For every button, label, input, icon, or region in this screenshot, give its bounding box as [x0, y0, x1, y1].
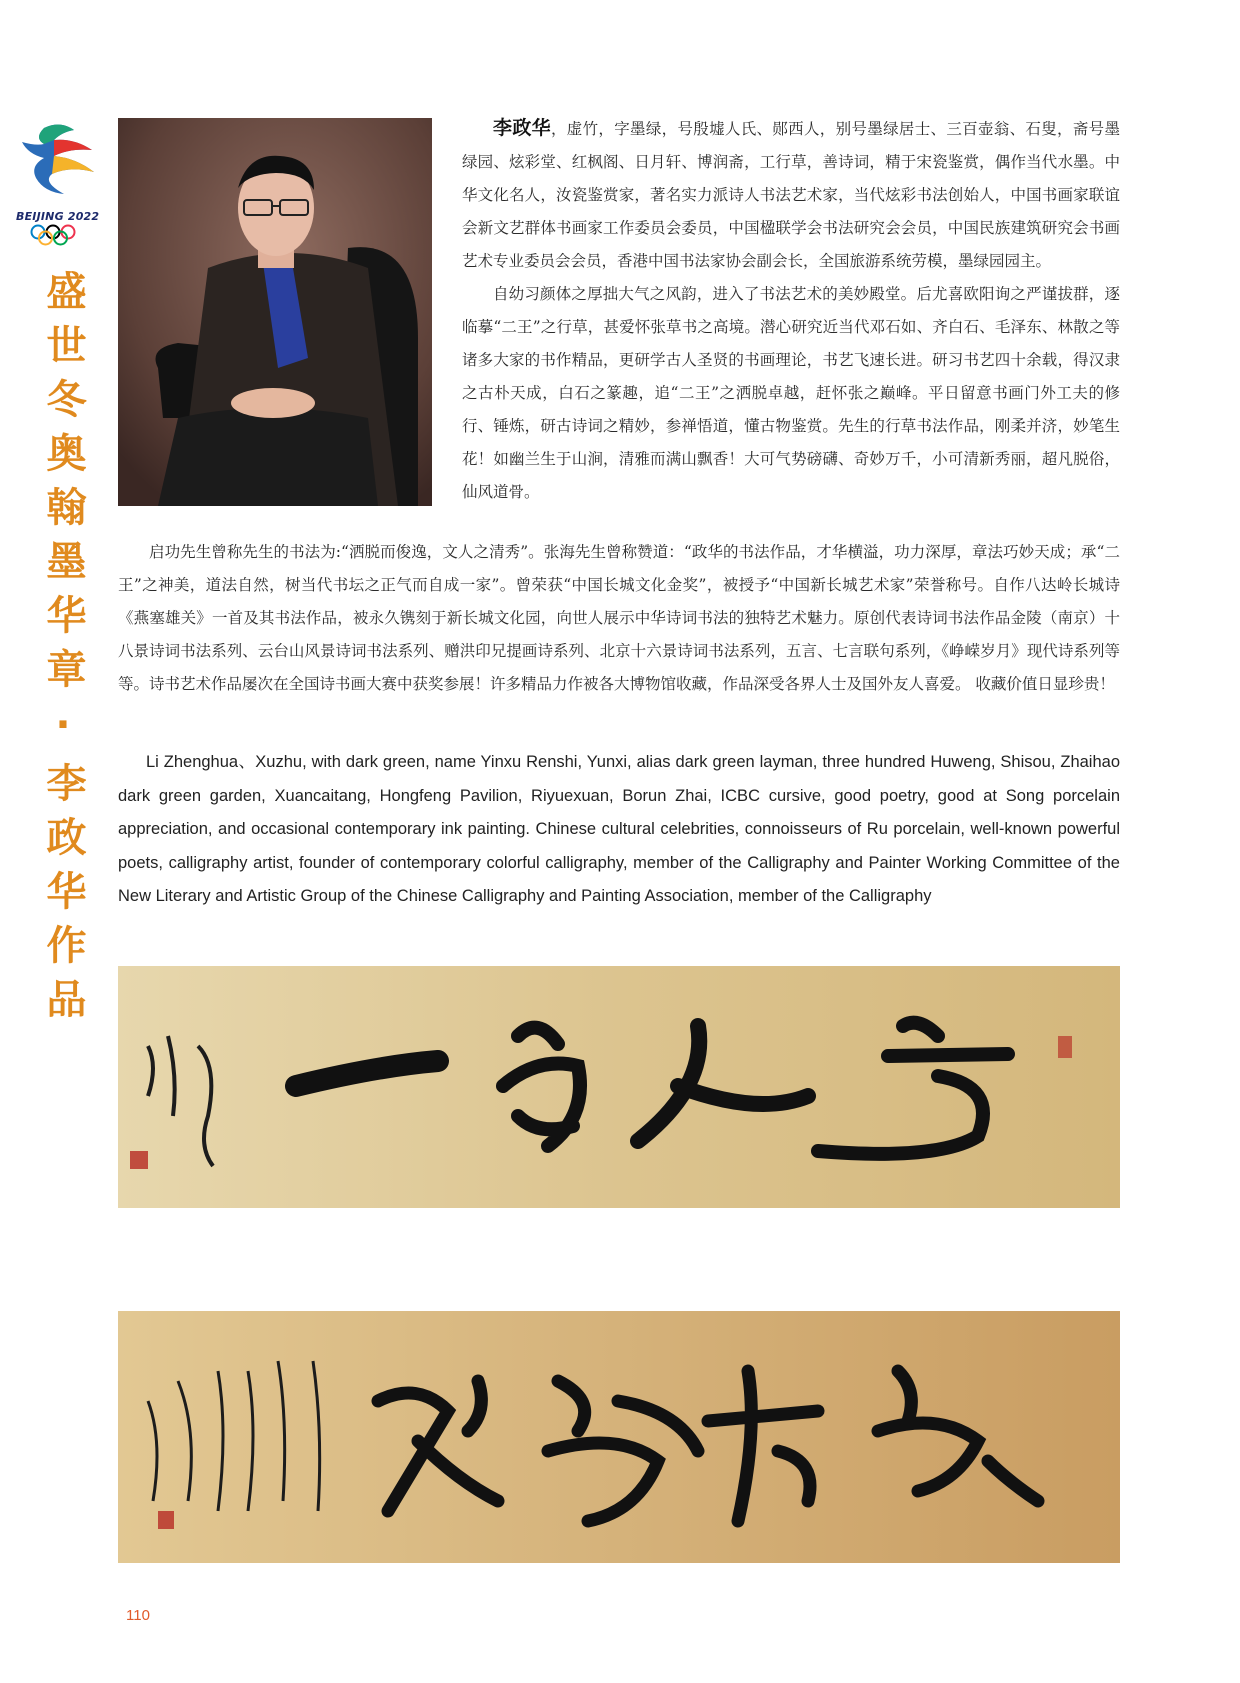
calligraphy-artwork-2 [118, 1311, 1120, 1563]
calligraphy-artwork-1 [118, 966, 1120, 1208]
emblem-icon [14, 120, 106, 220]
olympic-rings-icon [28, 224, 88, 246]
bio-paragraph-3: 启功先生曾称先生的书法为:“洒脱而俊逸，文人之清秀”。张海先生曾称赞道：“政华的书法作品，才华横溢，功力深厚，章法巧妙天成；承“二王”之神美，道法自然，树当代书坛之正气而自成一家”。曾荣获“中国长城文化金奖”，被授予“中国新长城艺术家”荣誉称号。自作八达岭长城诗《燕塞雄关》一首及其书法作品，被永久镌刻于新长城文化园，向世人展示中华诗词书法的独特艺术魅力。原创代表诗词书法作品金陵（南京）十八景诗词书法系列、云台山风景诗词书法系列、赠洪印兄提画诗系列、北京十六景诗词书法系列，五言、七言联句系列，《峥嵘岁月》现代诗系列等等。诗书艺术作品屡次在全国诗书画大赛中获奖参展！许多精品力作被各大博物馆收藏，作品深受各界人士及国外友人喜爱。 收藏价值日显珍贵！ [118, 543, 1120, 693]
bio-paragraph-2: 自幼习颜体之厚拙大气之风韵，进入了书法艺术的美妙殿堂。后尤喜欧阳询之严谨拔群，逐临摹“二王”之行草，甚爱怀张草书之高境。潜心研究近当代邓石如、齐白石、毛泽东、林散之等诸多大家的书作精品，更研学古人圣贤的书画理论，书艺飞速长进。研习书艺四十余载，得汉隶之古朴天成，白石之篆趣，追“二王”之洒脱卓越，赶怀张之巅峰。平日留意书画门外工夫的修行、锤炼，研古诗词之精妙，参禅悟道，懂古物鉴赏。先生的行草书法作品，刚柔并济，妙笔生花！如幽兰生于山涧，清雅而满山飘香！大可气势磅礴、奇妙万千，小可清新秀丽，超凡脱俗，仙风道骨。 [462, 285, 1120, 501]
section-title: 盛世冬奥翰墨华章·李政华作品 [40, 270, 86, 1032]
logo-text: BEIJING 2022 [16, 210, 100, 223]
beijing-2022-logo [14, 120, 106, 248]
bio-english: Li Zhenghua、Xuzhu, with dark green, name Yinxu Renshi, Yunxi, alias dark green layman, three hundred Huweng, Shisou, Zhaihao dark green garden, Xuancaitang, Hongfeng Pavilion, Riyuexuan, Borun Zhai, ICBC cursive, good poetry, good at Song porcelain appreciation, and occasional contemporary ink painting. Chinese cultural celebrities, connoisseurs of Ru porcelain, well-known powerful poets, calligraphy artist, founder of contemporary colorful calligraphy, member of the Calligraphy and Painter Working Committee of the New Literary and Artistic Group of the Chinese Calligraphy and Painting Association, member of the Calligraphy [118, 753, 1120, 905]
bio-paragraph-1: 李政华，虚竹，字墨绿，号殷墟人氏、郧西人，别号墨绿居士、三百壶翁、石叟，斋号墨绿园、炫彩堂、红枫阁、日月轩、博润斋，工行草，善诗词，精于宋瓷鉴赏，偶作当代水墨。中华文化名人，汝瓷鉴赏家，著名实力派诗人书法艺术家，当代炫彩书法创始人，中国书画家联谊会新文艺群体书画家工作委员会委员，中国楹联学会书法研究会会员，中国民族建筑研究会书画艺术专业委员会会员，香港中国书法家协会副会长，全国旅游系统劳模，墨绿园园主。 [462, 117, 1120, 270]
artist-name: 李政华 [493, 117, 551, 139]
biography-intro [462, 112, 1120, 509]
artist-portrait [118, 118, 432, 506]
page-number: 110 [126, 1607, 150, 1624]
